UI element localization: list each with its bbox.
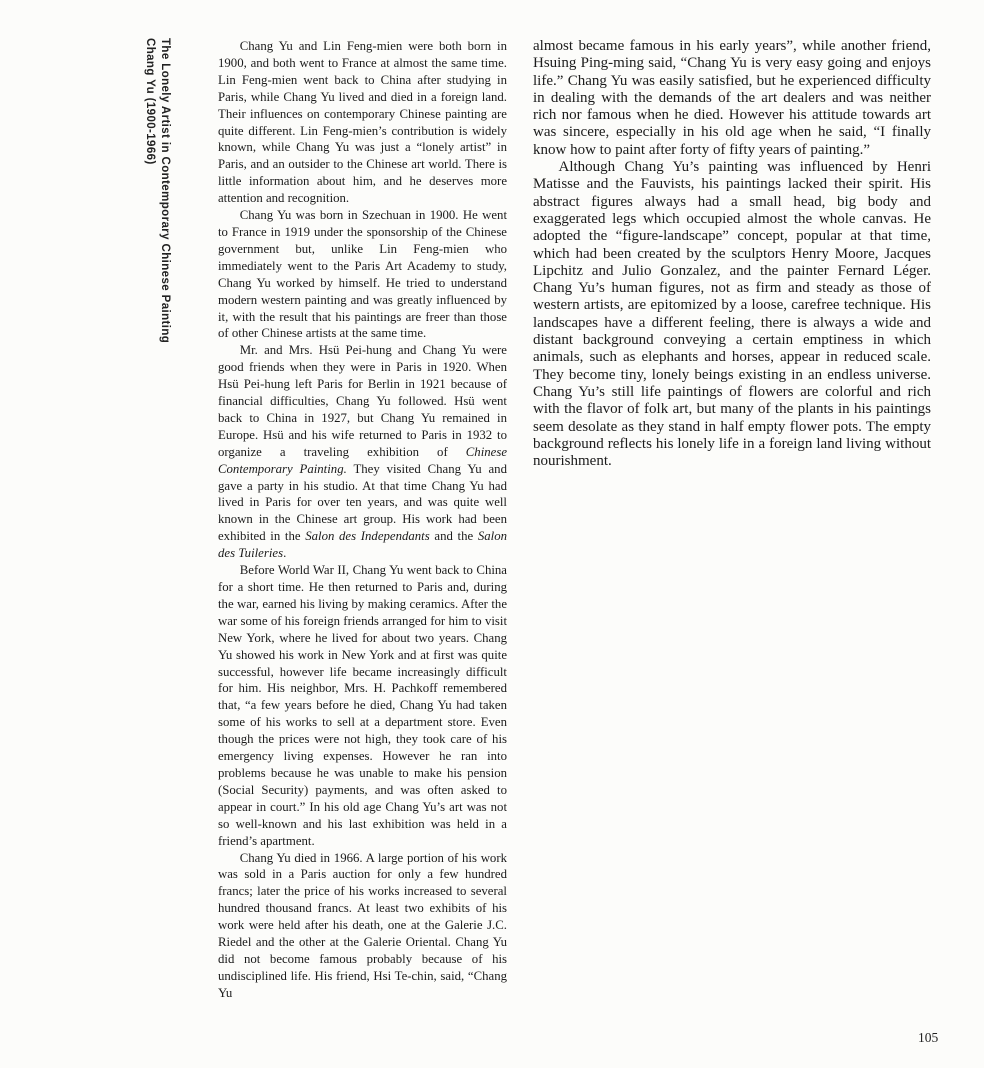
page-number: 105 [918, 1030, 939, 1045]
text-run: Chang Yu and Lin Feng-mien were both born in 1900, and both went to France at almost the same time. Lin Feng-mien went back to China after studying in Paris, while Chang Yu lived and died in a foreign land. Their influences on contemporary Chinese painting are quite different. Lin Feng-mien’s contribution is widely known, while Chang Yu was just a “lonely artist” in Paris, and an outsider to the Chinese art world. There is little information about him, and he deserves more attention and recognition. [218, 39, 507, 206]
italic-text-run: Salon des Independants [305, 529, 430, 544]
paragraph [218, 207, 507, 342]
text-run: Chang Yu died in 1966. A large portion of his work was sold in a Paris auction for only a few hundred francs; later the price of his works increased to several hundred thousand francs. At least two exhibits of his work were held after his death, one at the Galerie J.C. Riedel and the other at the Galerie Oriental. Chang Yu did not become famous probably because of his undisciplined life. His friend, Hsi Te-chin, said, “Chang Yu [218, 850, 507, 1000]
right-text-column [533, 38, 931, 470]
chapter-title-vertical [142, 38, 172, 558]
text-run: Although Chang Yu’s painting was influenced by Henri Matisse and the Fauvists, his paintings lacked their spirit. His abstract figures always had a small head, big body and exaggerated legs which occupied almost the whole canvas. He adopted the “figure-landscape” concept, popular at that time, which had been created by the sculptors Henry Moore, Jacques Lipchitz and Julio Gonzalez, and the painter Fernard Léger. Chang Yu’s human figures, not as firm and steady as those of western artists, are epitomized by a loose, carefree technique. His landscapes have a different feeling, there is always a wide and distant background conveying a certain emptiness in which animals, such as elephants and horses, appear in reduced scale. They become tiny, lonely beings existing in an endless universe. Chang Yu’s still life paintings of flowers are colorful and rich with the flavor of folk art, but many of the plants in his paintings seem desolate as they stand in half empty flower pots. The empty background reflects his lonely life in a foreign land living without nourishment. [533, 159, 931, 470]
paragraph [218, 850, 507, 1002]
text-run: Mr. and Mrs. Hsü Pei-hung and Chang Yu were good friends when they were in Paris in 1920. When Hsü Pei-hung left Paris for Berlin in 1921 because of financial difficulties, Chang Yu followed. Hsü went back to China in 1927, but Chang Yu remained in Europe. Hsü and his wife returned to Paris in 1932 to organize a traveling exhibition of [218, 343, 507, 459]
text-run: Before World War II, Chang Yu went back to China for a short time. He then returned to Paris and, during the war, earned his living by making ceramics. After the war some of his foreign friends arranged for him to visit New York, where he lived for about two years. Chang Yu showed his work in New York and at first was quite successful, however life became increasingly difficult for him. His neighbor, Mrs. H. Pachkoff remembered that, “a few years before he died, Chang Yu had taken some of his works to sell at a department store. Even though the prices were not high, they took care of his emergency living expenses. However he ran into problems because he was unable to make his pension (Social Security) payments, and was often asked to appear in court.” In his old age Chang Yu’s art was not so well-known and his last exhibition was held in a friend’s apartment. [218, 563, 507, 848]
text-run: Chang Yu was born in Szechuan in 1900. He went to France in 1919 under the sponsorship of the Chinese government but, unlike Lin Feng-mien who immediately went to the Paris Art Academy to study, Chang Yu worked by himself. He tried to understand modern western painting and was greatly influenced by it, with the result that his paintings are freer than those of other Chinese artists at the same time. [218, 208, 507, 341]
text-run: They visited Chang Yu and gave a party in his studio. At that time Chang Yu had lived in Paris for over ten years, and was quite well known in the Chinese art group. His work had been exhibited in the [218, 461, 507, 544]
paragraph [533, 159, 931, 470]
chapter-title-line1: Chang Yu (1900-1966) [144, 38, 156, 165]
chapter-title-line2: The Lonely Artist in Contemporary Chinese Painting [159, 38, 171, 344]
left-text-column [218, 38, 507, 1002]
paragraph [218, 342, 507, 562]
italic-text-run: Salon des Tuileries [218, 529, 507, 561]
text-run: . [283, 546, 287, 561]
paragraph [533, 38, 931, 159]
paragraph [218, 562, 507, 849]
text-run: and the [429, 529, 478, 544]
text-run: almost became famous in his early years”, while another friend, Hsuing Ping-ming said, “Chang Yu is very easy going and enjoys life.” Chang Yu was easily satisfied, but he experienced difficulty in dealing with the demands of the art dealers and was neither rich nor famous when he died. However his attitude towards art was sincere, especially in his old age when he said, “I finally know how to paint after forty of fifty years of painting.” [533, 38, 931, 158]
paragraph [218, 38, 507, 207]
italic-text-run: Chinese Contemporary Painting. [218, 444, 507, 476]
